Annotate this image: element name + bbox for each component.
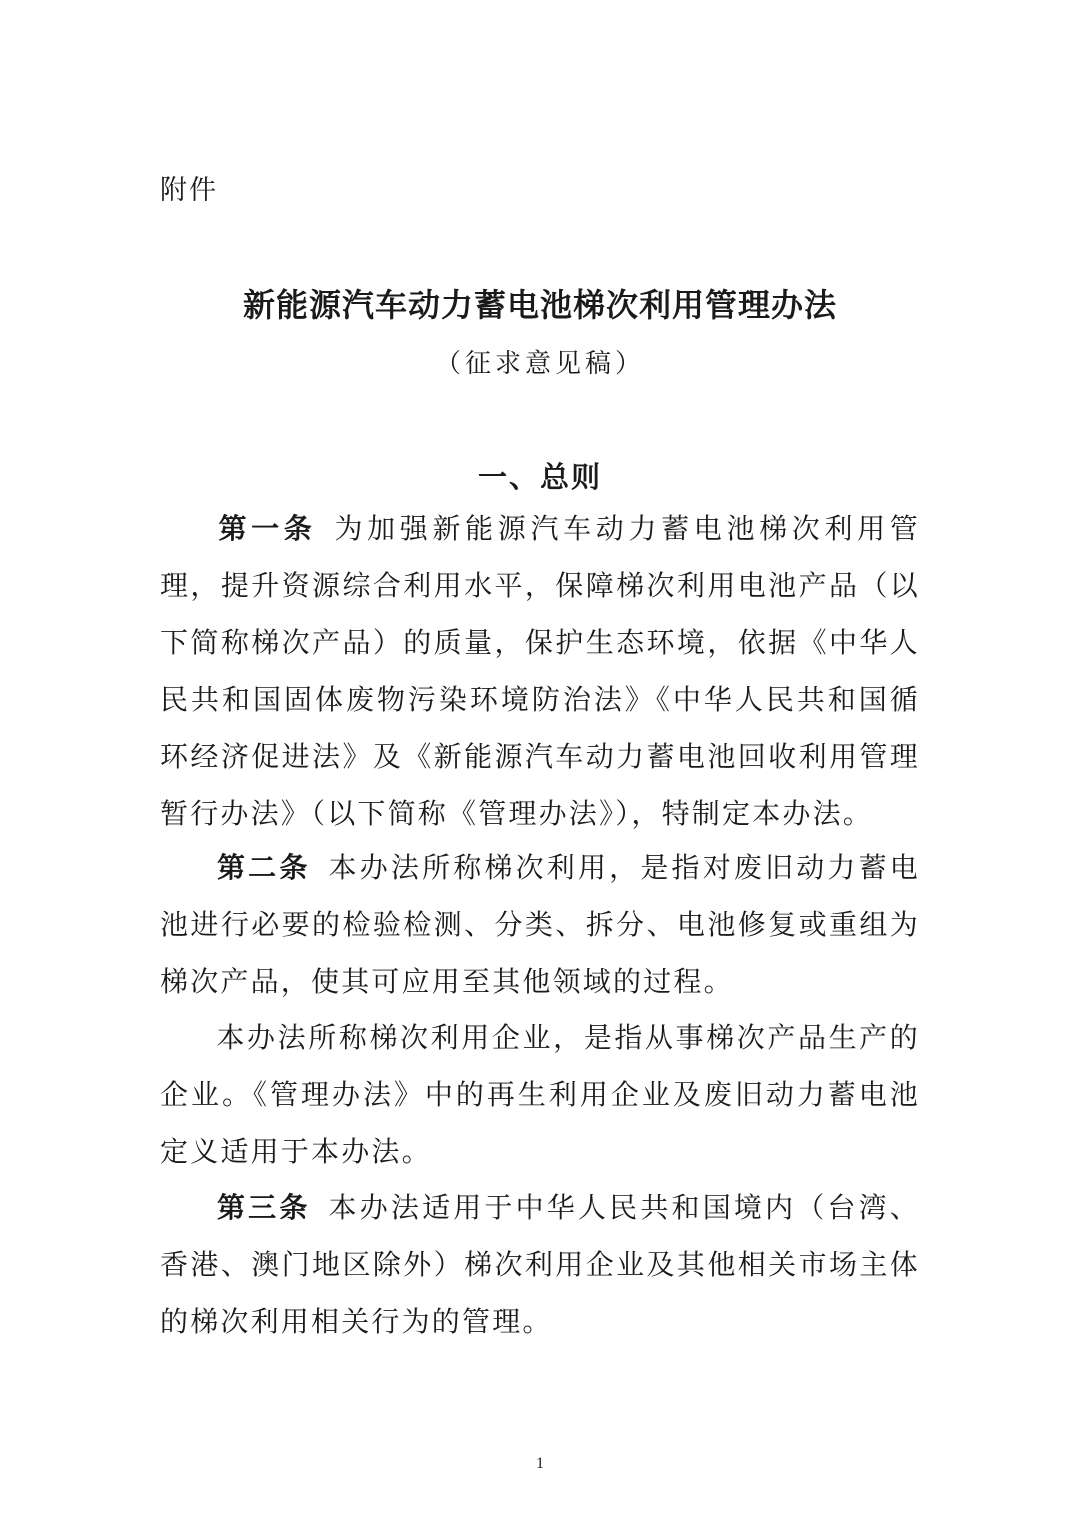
article-paragraph <box>160 1009 920 1180</box>
section-heading: 一、总则 <box>477 460 602 494</box>
article-number: 第一条 <box>216 512 317 545</box>
article-paragraph <box>160 1179 920 1350</box>
document-subtitle: （征求意见稿） <box>434 349 645 379</box>
article-paragraph <box>160 839 920 1010</box>
article-number: 第三条 <box>216 1191 311 1224</box>
article-text: 本办法所称梯次利用企业，是指从事梯次产品生产的企业。《管理办法》中的再生利用企业及废旧动力蓄电池定义适用于本办法。 <box>160 1021 920 1168</box>
page-number: 1 <box>536 1455 544 1472</box>
article-text: 为加强新能源汽车动力蓄电池梯次利用管理，提升资源综合利用水平，保障梯次利用电池产品（以下简称梯次产品）的质量，保护生态环境，依据《中华人民共和国固体废物污染环境防治法》《中华人民共和国循环经济促进法》及《新能源汽车动力蓄电池回收利用管理暂行办法》（以下简称《管理办法》），特制定本办法。 <box>160 512 920 830</box>
document-title: 新能源汽车动力蓄电池梯次利用管理办法 <box>242 286 837 324</box>
article-paragraph <box>160 500 920 842</box>
article-text: 本办法适用于中华人民共和国境内（台湾、香港、澳门地区除外）梯次利用企业及其他相关市场主体的梯次利用相关行为的管理。 <box>160 1191 920 1338</box>
article-number: 第二条 <box>216 851 311 884</box>
attachment-label: 附件 <box>160 175 218 206</box>
article-text: 本办法所称梯次利用，是指对废旧动力蓄电池进行必要的检验检测、分类、拆分、电池修复或重组为梯次产品，使其可应用至其他领域的过程。 <box>160 851 920 998</box>
